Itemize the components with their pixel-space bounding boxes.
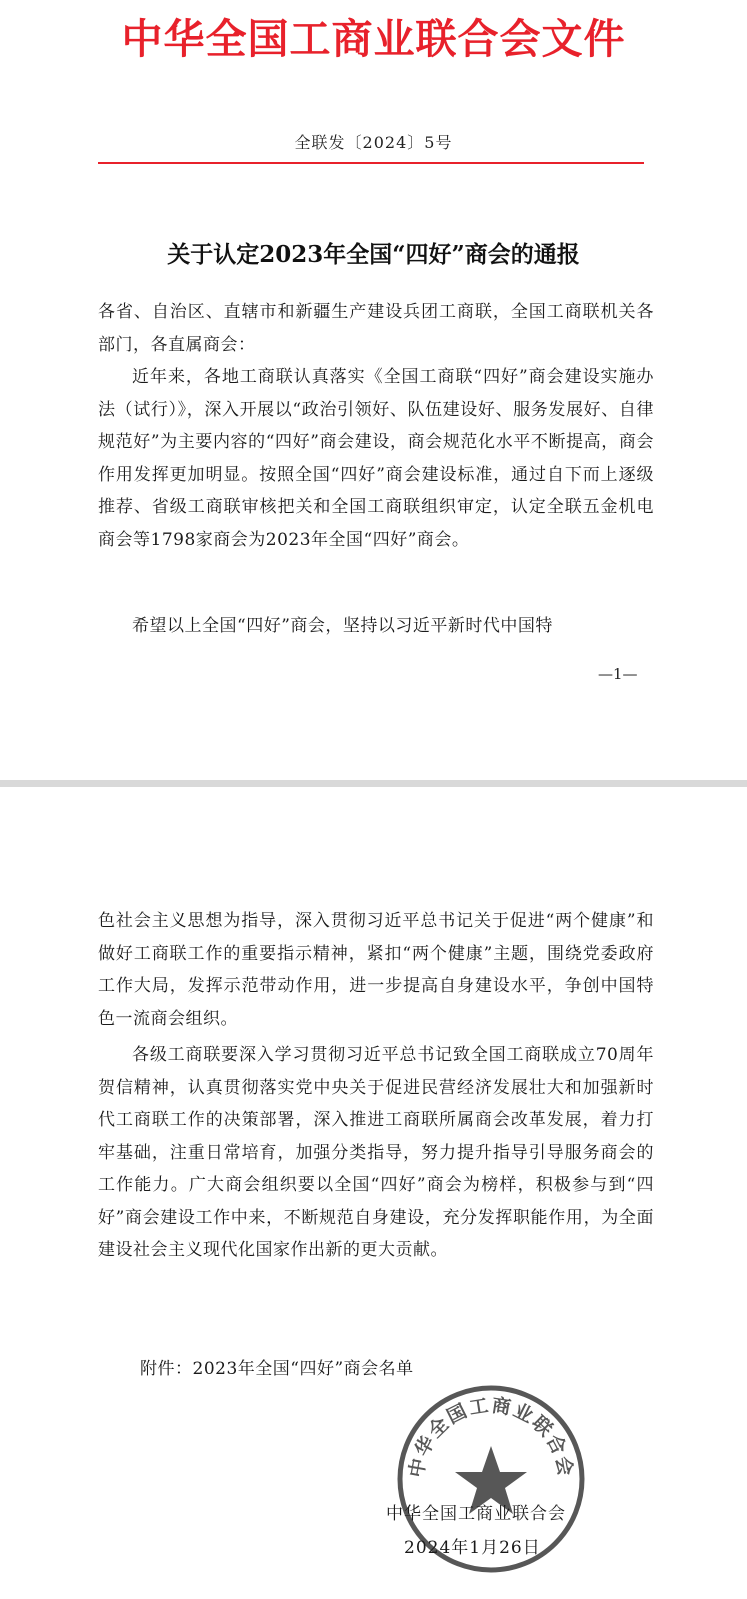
document-number: 全联发〔2024〕5号 [294,133,453,152]
body-paragraph-2-start: 希望以上全国“四好”商会，坚持以习近平新时代中国特 [132,616,553,636]
body-paragraph-2-end: 色社会主义思想为指导，深入贯彻习近平总书记关于促进“两个健康”和做好工商联工作的重要指示精神，紧扣“两个健康”主题，围绕党委政府工作大局，发挥示范带动作用，进一步提高自身建设水平，争创中国特色一流商会组织。 [98,911,654,1029]
document-title: 关于认定2023年全国“四好”商会的通报 [167,241,580,268]
addressee-paragraph: 各省、自治区、直辖市和新疆生产建设兵团工商联，全国工商联机关各部门，各直属商会： [98,302,654,355]
attachment-line: 附件：2023年全国“四好”商会名单 [140,1359,414,1379]
page-number: —1— [598,665,638,683]
page-separator [0,780,747,787]
red-divider [98,162,644,164]
document-page-1 [0,0,747,780]
document-header-title: 中华全国工商业联合会文件 [121,15,626,63]
body-paragraph-3: 各级工商联要深入学习贯彻习近平总书记致全国工商联成立70周年贺信精神，认真贯彻落实党中央关于促进民营经济发展壮大和加强新时代工商联工作的决策部署，深入推进工商联所属商会改革发展，着力打牢基础，注重日常培育，加强分类指导，努力提升指导引导服务商会的工作能力。广大商会组织要以全国“四好”商会为榜样，积极参与到“四好”商会建设工作中来，不断规范自身建设，充分发挥职能作用，为全面建设社会主义现代化国家作出新的更大贡献。 [98,1045,654,1260]
svg-text:中华全国工商业联合会: 中华全国工商业联合会 [405,1394,577,1480]
signature-date: 2024年1月26日 [404,1538,541,1558]
body-paragraph-1: 近年来，各地工商联认真落实《全国工商联“四好”商会建设实施办法（试行）》，深入开展以“政治引领好、队伍建设好、服务发展好、自律规范好”为主要内容的“四好”商会建设，商会规范化水平不断提高，商会作用发挥更加明显。按照全国“四好”商会建设标准，通过自下而上逐级推荐、省级工商联审核把关和全国工商联组织审定，认定全联五金机电商会等1798家商会为2023年全国“四好”商会。 [98,367,654,550]
signature-organization: 中华全国工商业联合会 [386,1504,566,1524]
